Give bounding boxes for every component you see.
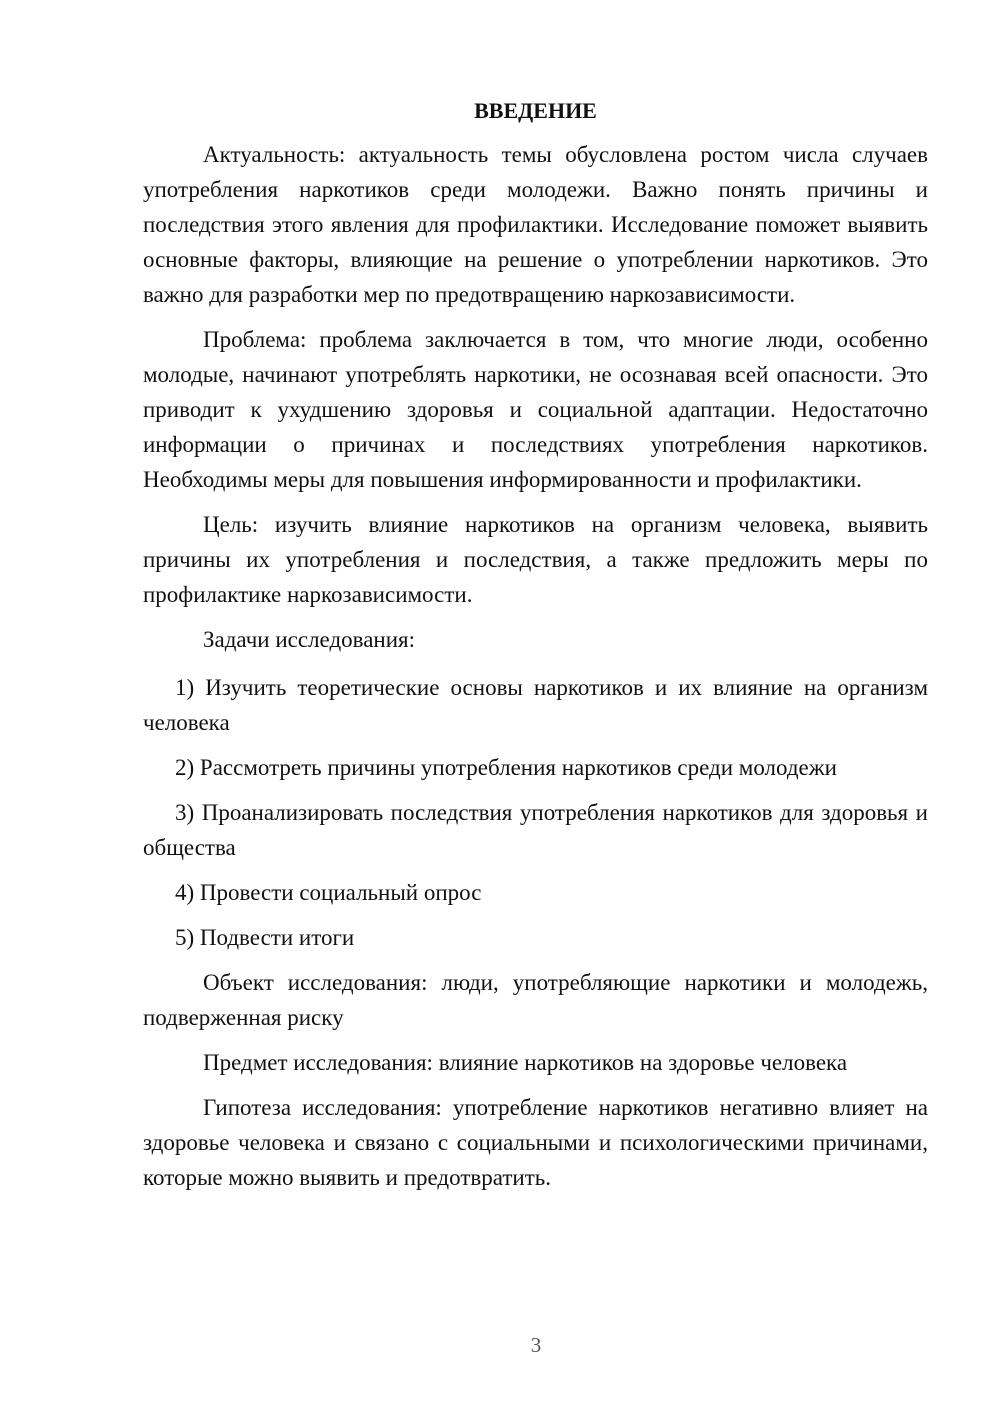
hypothesis-paragraph: Гипотеза исследования: употребление наркотиков негативно влияет на здоровье человека и связано с социальными и психологическими причинами, которые можно выявить и предотвратить.	[143, 1095, 928, 1190]
task-item: 4) Провести социальный опрос	[175, 880, 482, 905]
section-title: ВВЕДЕНИЕ	[474, 98, 597, 123]
document-body	[143, 96, 928, 1205]
task-item: 2) Рассмотреть причины употребления наркотиков среди молодежи	[175, 755, 837, 780]
object-paragraph: Объект исследования: люди, употребляющие наркотики и молодежь, подверженная риску	[143, 970, 928, 1030]
goal-paragraph: Цель: изучить влияние наркотиков на организм человека, выявить причины их употребления и последствия, а также предложить меры по профилактике наркозависимости.	[143, 512, 928, 607]
task-item: 5) Подвести итоги	[175, 925, 355, 950]
task-item: 3) Проанализировать последствия употребления наркотиков для здоровья и общества	[143, 800, 928, 860]
tasks-heading: Задачи исследования:	[203, 627, 416, 652]
relevance-paragraph: Актуальность: актуальность темы обусловлена ростом числа случаев употребления наркотиков среди молодежи. Важно понять причины и последствия этого явления для профилактики. Исследование поможет выявить основные факторы, влияющие на решение о употреблении наркотиков. Это важно для разработки мер по предотвращению наркозависимости.	[143, 142, 928, 307]
task-item: 1) Изучить теоретические основы наркотиков и их влияние на организм человека	[143, 675, 928, 735]
subject-paragraph: Предмет исследования: влияние наркотиков на здоровье человека	[203, 1050, 848, 1075]
page-number: 3	[530, 1333, 542, 1357]
problem-paragraph: Проблема: проблема заключается в том, что многие люди, особенно молодые, начинают употреблять наркотики, не осознавая всей опасности. Это приводит к ухудшению здоровья и социальной адаптации. Недостаточно информации о причинах и последствиях употребления наркотиков. Необходимы меры для повышения информированности и профилактики.	[143, 327, 928, 492]
